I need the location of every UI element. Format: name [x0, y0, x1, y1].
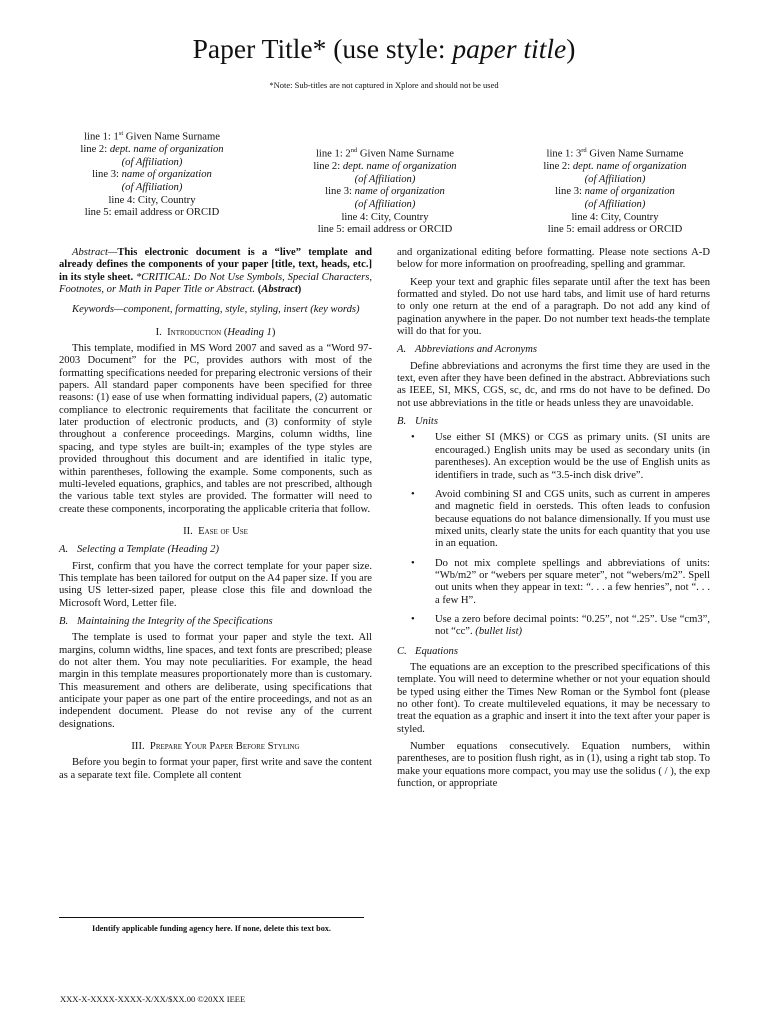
list-item [397, 614, 710, 639]
abstract-tag-open: ( [255, 284, 262, 296]
section-number: III. [131, 741, 145, 753]
list-style-tag: (bullet list) [475, 626, 523, 638]
author-city: line 4: City, Country [341, 211, 429, 223]
subtitle-note: *Note: Sub-titles are not captured in Xplore and should not be used [269, 80, 499, 90]
author-name-post: Given Name Surname [123, 131, 220, 143]
section-paren: ( [221, 326, 228, 338]
right-column [397, 247, 710, 795]
author-dept [280, 161, 490, 174]
list-item-text: Use a zero before decimal points: “0.25”, not “.25”. Use “cm3”, not “cc”. [435, 613, 710, 638]
section-heading-prepare [59, 741, 372, 753]
author-line-label: line 3: [555, 186, 585, 198]
subsection-title: Maintaining the Integrity of the Specifications [77, 615, 273, 627]
list-item [397, 558, 710, 607]
author-dept-name: dept. name of organization [109, 144, 224, 156]
integrity-paragraph: The template is used to format your paper and style the text. All margins, column widths, line spaces, and text fonts are prescribed; please do not alter them. You may note peculiarities. For example, the head margin in this template measures proportionately more than is customary. This measurement and others are deliberate, using specifications that anticipate your paper as one part of the entire proceedings, and not as an independent document. Please do not revise any of the current designations. [59, 632, 372, 730]
author-name-pre: line 1: 3 [546, 148, 582, 160]
author-org [510, 186, 720, 199]
author-email: line 5: email address or ORCID [84, 207, 220, 219]
author-name-post: Given Name Surname [586, 148, 684, 160]
author-block-3 [510, 145, 720, 237]
author-org [280, 186, 490, 199]
section-heading-ease-of-use [59, 526, 372, 538]
author-name-post: Given Name Surname [357, 148, 455, 160]
author-line-label: line 3: [92, 169, 122, 181]
left-column [59, 247, 372, 787]
prepare-paragraph: Before you begin to format your paper, first write and save the content as a separate text file. Complete all content [59, 757, 372, 781]
subsection-title: Equations [415, 645, 458, 657]
author-affiliation: (of Affiliation) [121, 181, 183, 193]
bullet-icon: • [411, 557, 415, 569]
abstract-critical: *CRITICAL: Do Not Use Symbols, Special Characters, Footnotes, or Math in Paper Title or Abstract. [59, 271, 372, 296]
author-name [280, 145, 490, 161]
funding-footnote: Identify applicable funding agency here. If none, delete this text box. [92, 924, 331, 933]
paper-title-main: Paper Title* (use style: [192, 33, 453, 64]
copyright-footer: XXX-X-XXXX-XXXX-X/XX/$XX.00 ©20XX IEEE [60, 994, 246, 1004]
list-item [397, 489, 710, 551]
author-ordinal: nd [350, 147, 358, 154]
author-ordinal: st [118, 130, 124, 137]
author-line-label: line 2: [313, 161, 343, 173]
abstract-text: This electronic document is a “live” template and already defines the components of your paper [title, text, heads, etc.] in its style sheet. [59, 247, 372, 283]
section-title: Introduction [167, 326, 222, 338]
author-dept [47, 144, 257, 157]
bullet-icon: • [411, 432, 415, 444]
author-org [47, 169, 257, 182]
paper-title-close: ) [566, 33, 576, 64]
author-org-name: name of organization [584, 186, 675, 198]
author-name-pre: line 1: 2 [315, 148, 351, 160]
list-item-text: Avoid combining SI and CGS units, such as current in amperes and magnetic field in oersteds. This often leads to confusion because equations do not balance dimensionally. If you must use mixed units, clearly state the units for each quantity that you use in an equation. [435, 488, 710, 550]
subsection-number: B. [59, 615, 69, 627]
subsection-title: Units [415, 416, 438, 428]
subsection-number: B. [397, 416, 407, 428]
author-city: line 4: City, Country [571, 211, 659, 223]
section-title: Ease of Use [198, 525, 248, 537]
section-title: Prepare Your Paper Before Styling [149, 741, 300, 753]
author-affiliation: (of Affiliation) [354, 198, 416, 210]
subsection-heading-units [397, 416, 710, 428]
paper-title [0, 32, 768, 66]
paper-title-style: paper title [452, 33, 567, 64]
author-org-name: name of organization [121, 169, 212, 181]
footnote-divider [59, 917, 364, 918]
author-name [510, 145, 720, 161]
abstract [59, 247, 372, 296]
subsection-heading-template [59, 544, 372, 556]
author-block-1 [47, 128, 257, 220]
author-affiliation: (of Affiliation) [584, 173, 646, 185]
template-paragraph: First, confirm that you have the correct template for your paper size. This template has been tailored for output on the A4 paper size. If you are using US letter-sized paper, please close this file and download the Microsoft Word, Letter file. [59, 560, 372, 609]
subsection-number: A. [59, 544, 69, 556]
author-name-pre: line 1: 1 [84, 131, 119, 143]
abbreviations-paragraph: Define abbreviations and acronyms the first time they are used in the text, even after they have been defined in the abstract. Abbreviations such as IEEE, SI, MKS, CGS, sc, dc, and rms do not have to be defined. Do not use abbreviations in the title or heads unless they are unavoidable. [397, 360, 710, 409]
author-line-label: line 2: [543, 161, 573, 173]
subsection-heading-equations [397, 646, 710, 658]
author-ordinal: rd [581, 147, 587, 154]
author-dept-name: dept. name of organization [342, 161, 457, 173]
author-line-label: line 2: [80, 144, 110, 156]
author-email: line 5: email address or ORCID [317, 224, 453, 236]
abstract-label: Abstract— [72, 247, 118, 258]
intro-paragraph: This template, modified in MS Word 2007 and saved as a “Word 97-2003 Document” for the PC, provides authors with most of the formatting specifications needed for preparing electronic versions of their papers. All standard paper components have been specified for three reasons: (1) ease of use when formatting individual papers, (2) automatic compliance to electronic requirements that facilitate the concurrent or later production of electronic products, and (3) conformity of style throughout a conference proceedings. Margins, column widths, line spacing, and type styles are built-in; examples of the type styles are provided throughout this document and are identified in italic type, within parentheses, following the example. Some components, such as multi-leveled equations, graphics, and tables are not prescribed, although the various table text styles are provided. The formatter will need to create these components, incorporating the applicable criteria that follow. [59, 343, 372, 515]
bullet-icon: • [411, 488, 415, 500]
subsection-title: Abbreviations and Acronyms [415, 344, 538, 356]
equations-paragraph: The equations are an exception to the prescribed specifications of this template. You will need to determine whether or not your equation should be typed using either the Times New Roman or the Symbol font (please no other font). To create multileveled equations, it may be necessary to treat the equation as a graphic and insert it into the text after your paper is styled. [397, 661, 710, 735]
section-style-tag: Heading 1 [227, 326, 272, 338]
section-paren: ) [271, 326, 276, 338]
units-bullet-list [397, 432, 710, 638]
section-heading-introduction [59, 327, 372, 339]
subsection-title: Selecting a Template (Heading 2) [77, 544, 220, 556]
section-number: I. [155, 326, 162, 338]
author-affiliation: (of Affiliation) [584, 198, 646, 210]
author-dept [510, 161, 720, 174]
abstract-style-tag: Abstract [261, 284, 298, 296]
abstract-tag-close: ) [297, 284, 302, 296]
author-affiliation: (of Affiliation) [121, 156, 183, 168]
author-block-2 [280, 145, 490, 237]
list-item [397, 432, 710, 481]
subsection-heading-abbreviations [397, 344, 710, 356]
author-email: line 5: email address or ORCID [547, 224, 683, 236]
subsection-number: A. [397, 344, 407, 356]
list-item-text: Use either SI (MKS) or CGS as primary units. (SI units are encouraged.) English units may be used as secondary units (in parentheses). An exception would be the use of English units as identifiers in trade, such as “3.5-inch disk drive”. [435, 432, 710, 481]
author-city: line 4: City, Country [108, 194, 196, 206]
keywords: Keywords—component, formatting, style, styling, insert (key words) [72, 304, 360, 316]
section-number: II. [183, 525, 193, 537]
author-line-label: line 3: [325, 186, 355, 198]
author-dept-name: dept. name of organization [572, 161, 687, 173]
equation-numbering-paragraph: Number equations consecutively. Equation numbers, within parentheses, are to position flush right, as in (1), using a right tab stop. To make your equations more compact, you may use the solidus ( / ), the exp function, or appropriate [397, 741, 710, 790]
subsection-heading-integrity [59, 616, 372, 628]
bullet-icon: • [411, 613, 415, 625]
author-affiliation: (of Affiliation) [354, 173, 416, 185]
continued-paragraph: and organizational editing before formatting. Please note sections A-D below for more information on proofreading, spelling and grammar. [397, 247, 710, 271]
author-name [47, 128, 257, 144]
list-item-text: Do not mix complete spellings and abbreviations of units: “Wb/m2” or “webers per square meter”, not “webers/m2”. Spell out units when they appear in text: “. . . a few henries”, not “. . . a few H”. [435, 557, 710, 606]
author-org-name: name of organization [354, 186, 445, 198]
subsection-number: C. [397, 645, 407, 657]
files-paragraph: Keep your text and graphic files separate until after the text has been formatted and styled. Do not use hard tabs, and limit use of hard returns to only one return at the end of a paragraph. Do not add any kind of pagination anywhere in the paper. Do not number text heads-the template will do that for you. [397, 276, 710, 338]
